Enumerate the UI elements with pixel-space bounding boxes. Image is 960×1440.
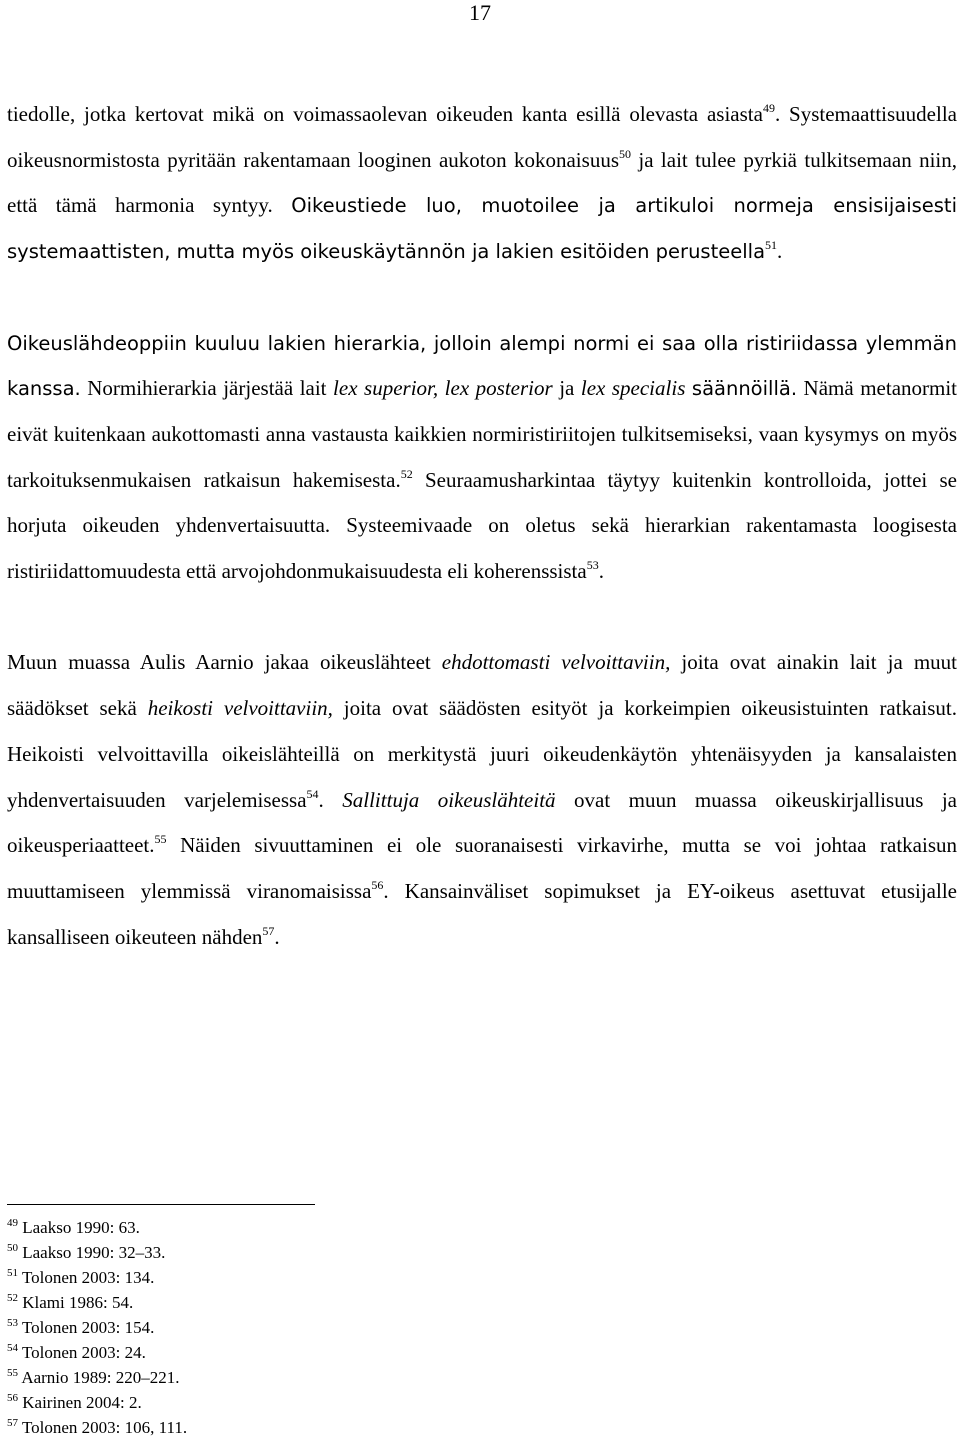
footnote-text: Laakso 1990: 63. <box>22 1218 140 1237</box>
text-run: . Systemaattisuudella oikeusnormistosta pyritään rakentamaan looginen aukoton kokonaisuus <box>7 102 957 172</box>
footnote-text: Aarnio 1989: 220–221. <box>21 1368 180 1387</box>
text-run: Oikeuslähdeoppiin kuuluu lakien hierarkia, jolloin alempi normi ei saa olla ristiriidassa ylemmän kanssa. <box>7 331 957 401</box>
footnote-text: Tolonen 2003: 154. <box>21 1318 155 1337</box>
body-text <box>7 92 957 960</box>
footnote-reference: 51 <box>765 238 778 253</box>
footnote-reference: 50 <box>619 146 631 161</box>
text-run: . <box>274 924 280 949</box>
footnote-reference: 53 <box>586 558 599 573</box>
text-run: säännöillä. <box>691 377 798 401</box>
footnote <box>7 1290 187 1315</box>
text-run: tiedolle, jotka kertovat mikä on voimassaolevan oikeuden kanta esillä olevasta asiasta <box>7 102 763 126</box>
footnote-separator <box>7 1204 315 1205</box>
footnote-text: Tolonen 2003: 106, 111. <box>21 1418 188 1437</box>
footnote-text: Kairinen 2004: 2. <box>22 1393 142 1412</box>
footnote-number: 53 <box>7 1317 18 1329</box>
footnote-text: Tolonen 2003: 134. <box>21 1268 155 1287</box>
footnotes <box>7 1215 187 1440</box>
italic-term: Sallittuja oikeuslähteitä <box>342 787 556 812</box>
text-run: ja lait tulee pyrkiä tulkitsemaan niin, että tämä harmonia syntyy. <box>7 147 957 218</box>
text-run: Normihierarkia järjestää lait <box>80 376 334 401</box>
footnote <box>7 1365 187 1390</box>
text-run: Muun muassa Aulis Aarnio jakaa oikeuslähteet <box>7 650 442 675</box>
page-number: 17 <box>469 0 491 25</box>
italic-term: lex specialis <box>580 376 686 401</box>
italic-term: lex superior, lex posterior <box>333 376 553 401</box>
footnote <box>7 1240 187 1265</box>
text-run: joita ovat ainakin lait ja muut säädökset sekä <box>7 650 957 721</box>
footnote-number: 50 <box>7 1242 18 1254</box>
text-run: Nämä metanormit eivät kuitenkaan aukottomasti anna vastausta kaikkien normiristiriitojen tulkitsemiseksi, vaan kysymys on myös tarkoituksenmukaisen ratkaisun hakemisesta. <box>7 376 958 492</box>
text-run: Seuraamusharkintaa täytyy kuitenkin kontrolloida, jottei se horjuta oikeuden yhdenvertaisuutta. Systeemivaade on oletus sekä hierarkian rakentamasta loogisesta ristiriidattomuudesta että arvojohdonmukaisuudesta eli koherenssista <box>7 467 957 584</box>
text-run: . Kansainväliset sopimukset ja EY-oikeus asettuvat etusijalle kansalliseen oikeuteen nähden <box>7 878 957 949</box>
text-run: . <box>598 559 604 584</box>
footnote-reference: 55 <box>154 832 167 847</box>
italic-term: heikosti velvoittaviin, <box>147 696 333 721</box>
text-run: ovat muun muassa oikeuskirjallisuus ja oikeusperiaatteet. <box>7 787 957 858</box>
footnote-reference: 54 <box>306 786 319 801</box>
italic-term: ehdottomasti velvoittaviin, <box>441 650 671 675</box>
text-run: joita ovat säädösten esityöt ja korkeimpien oikeusistuinten ratkaisut. Heikoisti velvoittavilla oikeislähteillä on merkitystä juuri oikeudenkäytön yhtenäisyyden ja kansalaisten yhdenvertaisuuden varjelemisessa <box>7 696 957 812</box>
footnote-number: 52 <box>7 1292 18 1304</box>
footnote-number: 49 <box>7 1217 18 1229</box>
text-run: . <box>777 239 783 264</box>
footnote-number: 54 <box>7 1342 18 1354</box>
footnote <box>7 1415 187 1440</box>
footnote <box>7 1390 187 1415</box>
footnote-reference: 52 <box>400 466 413 481</box>
text-run: ja <box>552 376 581 401</box>
footnote <box>7 1340 187 1365</box>
footnote-reference: 49 <box>762 101 775 115</box>
footnote-number: 51 <box>7 1267 18 1279</box>
footnote-text: Klami 1986: 54. <box>22 1293 134 1312</box>
footnote-number: 57 <box>7 1417 18 1429</box>
footnote-reference: 57 <box>262 923 275 938</box>
footnote-number: 56 <box>7 1392 18 1404</box>
footnote-text: Laakso 1990: 32–33. <box>22 1243 166 1262</box>
paragraph <box>7 92 957 275</box>
footnote-text: Tolonen 2003: 24. <box>21 1343 146 1362</box>
text-run: Näiden sivuuttaminen ei ole suoranaisesti virkavirhe, mutta se voi johtaa ratkaisun muuttamiseen ylemmissä viranomaisissa <box>7 833 957 903</box>
footnote <box>7 1315 187 1340</box>
paragraph <box>7 321 957 595</box>
footnote-reference: 56 <box>371 877 384 892</box>
text-run: Oikeustiede luo, muotoilee ja artikuloi normeja ensisijaisesti systemaattisten, mutta myös oikeuskäytännön ja lakien esitöiden perusteella <box>7 194 957 264</box>
paragraph <box>7 640 957 960</box>
footnote <box>7 1215 187 1240</box>
footnote <box>7 1265 187 1290</box>
text-run: . <box>318 787 343 812</box>
footnote-number: 55 <box>7 1367 18 1379</box>
